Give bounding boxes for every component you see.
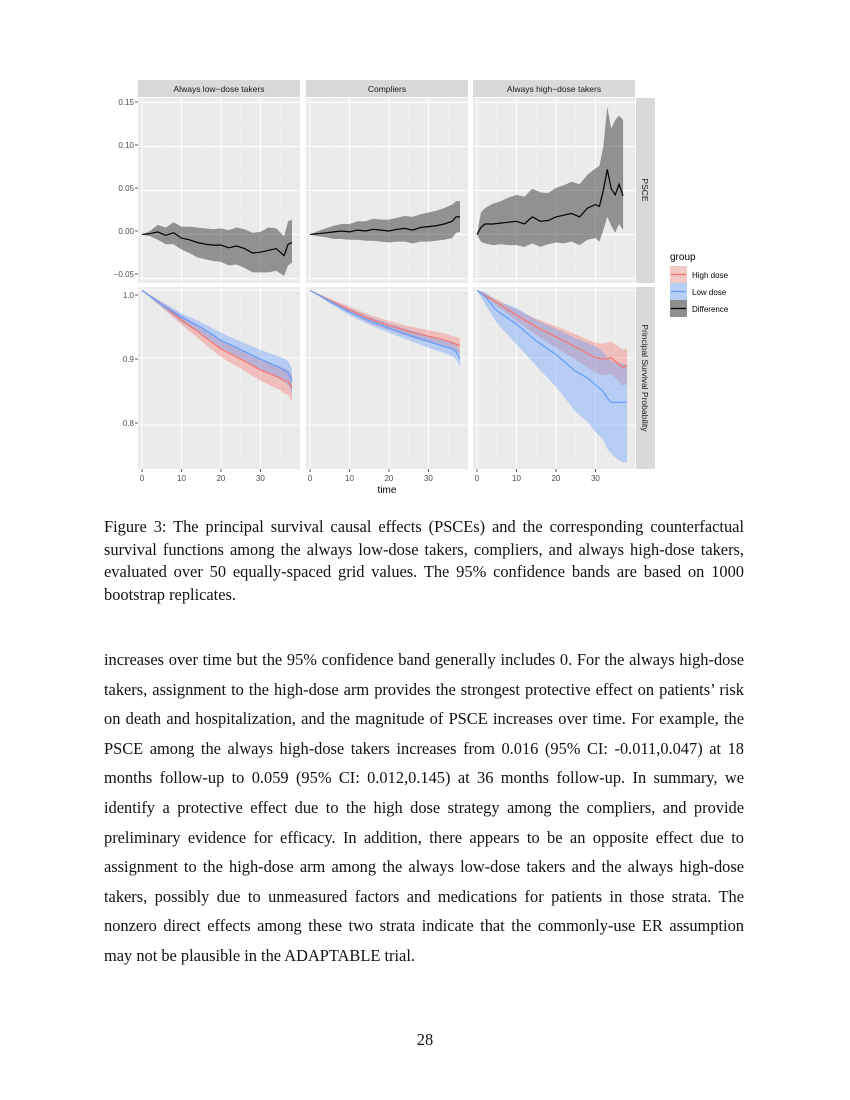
body-paragraph: increases over time but the 95% confidence band generally includes 0. For the always high-dose takers, assignment to the high-dose arm provides the strongest protective effect on patients’ risk on death and hospitalization, and the magnitude of PSCE increases over time. For example, the PSCE among the always high-dose takers increases from 0.016 (95% CI: -0.011,0.047) at 18 months follow-up to 0.059 (95% CI: 0.012,0.145) at 36 months follow-up. In summary, we identify a protective effect due to the high dose strategy among the compliers, and provide preliminary evidence for efficacy. In addition, there appears to be an opposite effect due to assignment to the high-dose arm among the always low-dose takers and the always high-dose takers, possibly due to unmeasured factors and medications for patients in those strata. The nonzero direct effects among these two strata indicate that the commonly-use ER assumption may not be plausible in the ADAPTABLE trial. <box>104 650 744 965</box>
x-tick-label: 30 <box>423 474 433 483</box>
x-tick-label: 30 <box>255 474 265 483</box>
panel-psce-2 <box>306 98 468 283</box>
facet-label-low: Always low−dose takers <box>173 84 265 94</box>
surv-tick-label: 0.9 <box>122 355 134 364</box>
legend-label-high: High dose <box>692 271 729 280</box>
psce-tick-label: 0.05 <box>118 184 134 193</box>
x-tick-label: 10 <box>345 474 354 483</box>
panel-survival-2 <box>306 287 468 472</box>
psce-tick-label: 0.10 <box>118 141 134 150</box>
x-tick-label: 0 <box>139 474 145 483</box>
x-tick-label: 20 <box>551 474 561 483</box>
x-tick-label: 10 <box>512 474 521 483</box>
surv-tick-label: 1.0 <box>122 291 134 300</box>
panel-background <box>306 287 468 469</box>
legend <box>670 252 729 317</box>
panel-psce-1 <box>138 98 300 283</box>
legend-key-difference <box>670 300 687 317</box>
psce-y-axis <box>114 98 135 279</box>
x-tick-label: 20 <box>384 474 394 483</box>
x-axis-title: time <box>377 485 397 496</box>
x-tick-label: 0 <box>307 474 313 483</box>
psce-tick-label: 0.00 <box>118 227 134 236</box>
x-tick-label: 10 <box>177 474 186 483</box>
panel-survival-3 <box>473 287 635 472</box>
survival-y-axis <box>123 291 135 428</box>
psce-tick-label: −0.05 <box>113 270 134 279</box>
x-tick-label: 20 <box>216 474 226 483</box>
facet-label-high: Always high−dose takers <box>506 84 602 94</box>
legend-label-low: Low dose <box>692 288 727 297</box>
x-tick-label: 0 <box>474 474 480 483</box>
x-tick-label: 30 <box>590 474 600 483</box>
legend-title: group <box>670 252 696 263</box>
facet-label-compliers: Compliers <box>367 84 407 94</box>
surv-tick-label: 0.8 <box>122 419 134 428</box>
page-number: 28 <box>416 1030 434 1049</box>
principal-survival-figure <box>100 76 740 501</box>
legend-key-low <box>670 283 687 300</box>
legend-label-difference: Difference <box>692 305 729 314</box>
legend-key-high <box>670 266 687 283</box>
row-label-psce: PSCE <box>640 178 650 202</box>
panel-psce-3 <box>473 98 635 283</box>
psce-tick-label: 0.15 <box>118 98 134 107</box>
body-paragraph-container <box>104 645 744 971</box>
row-label-survival: Principal Survival Probability <box>640 324 650 432</box>
panel-survival-1 <box>138 287 300 472</box>
figure-caption: Figure 3: The principal survival causal effects (PSCEs) and the corresponding counterfactual survival functions among the always low-dose takers, compliers, and always high-dose takers, evaluated over 50 equally-spaced grid values. The 95% confidence bands are based on 1000 bootstrap replicates. <box>104 517 744 604</box>
